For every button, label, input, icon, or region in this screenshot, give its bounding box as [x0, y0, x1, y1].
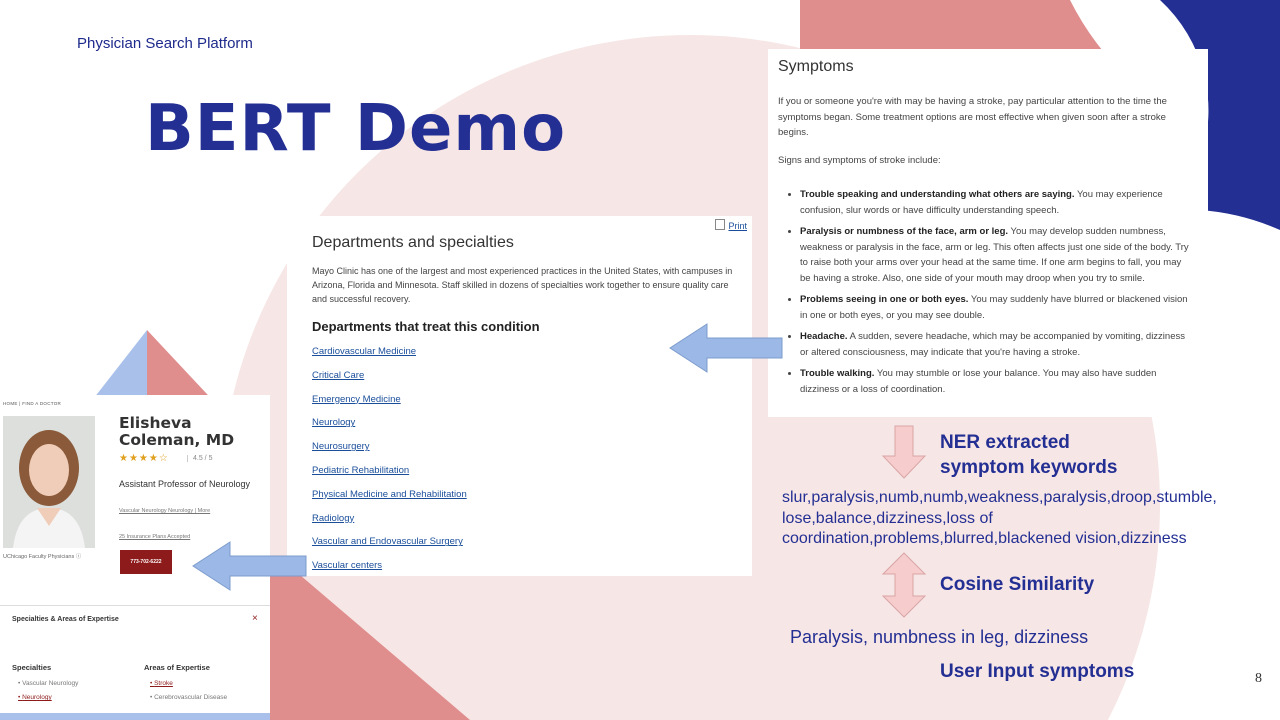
- close-icon[interactable]: ×: [252, 613, 258, 624]
- specialty-item[interactable]: • Neurology: [18, 694, 52, 701]
- print-label: Print: [728, 221, 747, 231]
- user-input-label: User Input symptoms: [940, 661, 1135, 682]
- department-link[interactable]: Neurosurgery: [312, 441, 370, 453]
- department-link[interactable]: Vascular centers: [312, 560, 383, 572]
- expertise-column-title: Areas of Expertise: [144, 663, 210, 672]
- insurance-link[interactable]: 25 Insurance Plans Accepted: [119, 534, 191, 540]
- symptoms-lead: Signs and symptoms of stroke include:: [778, 155, 941, 166]
- symptom-item: [800, 187, 1192, 218]
- departments-heading: Departments and specialties: [312, 234, 514, 251]
- department-link[interactable]: Cardiovascular Medicine: [312, 346, 417, 357]
- brand-label: Physician Search Platform: [77, 35, 253, 52]
- symptom-text: You may develop sudden numbness, weakness or paralysis in the face, arm or leg. This often affects just one side of the body. Try to raise both your arms over your head at the same time. If one arm begins to fall, you may be having a stroke. Also, one side of your mouth may droop when you try to smile.: [800, 226, 1189, 284]
- ner-label: NER extracted symptom keywords: [940, 432, 1118, 478]
- symptom-title: Headache.: [800, 331, 848, 342]
- rating-stars: ★★★★☆: [119, 453, 169, 464]
- department-link[interactable]: Neurology: [312, 417, 356, 429]
- breadcrumb[interactable]: HOME | FIND A DOCTOR: [3, 401, 62, 406]
- rating-value: 4.5 / 5: [187, 455, 212, 462]
- departments-panel: [287, 216, 752, 576]
- symptom-item: [800, 329, 1192, 360]
- extracted-keywords: slur,paralysis,numb,numb,weakness,paralysis,droop,stumble, lose,balance,dizziness,loss of coordination,problems,blurred,blackened vision,dizziness: [782, 489, 1217, 547]
- expertise-item: • Cerebrovascular Disease: [150, 694, 228, 701]
- specialties-column-title: Specialties: [12, 663, 52, 672]
- department-link[interactable]: Radiology: [312, 512, 355, 524]
- symptom-text: A sudden, severe headache, which may be accompanied by vomiting, dizziness or altered consciousness, may indicate that you're having a stroke.: [800, 331, 1185, 358]
- symptom-text: You may experience confusion, slur words or have difficulty understanding speech.: [800, 189, 1163, 216]
- symptom-title: Trouble speaking and understanding what others are saying.: [800, 189, 1075, 200]
- department-link[interactable]: Emergency Medicine: [312, 393, 401, 405]
- specialty-tags[interactable]: Vascular Neurology Neurology | More: [119, 508, 211, 514]
- symptom-title: Paralysis or numbness of the face, arm or leg.: [800, 226, 1009, 237]
- expertise-item[interactable]: • Stroke: [150, 680, 173, 687]
- print-link[interactable]: [715, 219, 747, 231]
- doctor-position: Assistant Professor of Neurology: [119, 479, 251, 489]
- departments-subheading: Departments that treat this condition: [312, 319, 540, 334]
- symptoms-intro: If you or someone you're with may be having a stroke, pay particular attention to the time the symptoms began. Some treatment options are most effective when given soon after a stroke begins.: [778, 96, 1167, 138]
- phone-button[interactable]: 773-702-6222: [120, 550, 172, 574]
- symptoms-heading: Symptoms: [778, 58, 854, 75]
- doctor-name: Elisheva Coleman, MD: [119, 414, 235, 449]
- user-input-text: Paralysis, numbness in leg, dizziness: [790, 627, 1089, 647]
- specialties-header: Specialties & Areas of Expertise: [12, 616, 119, 623]
- department-link[interactable]: Critical Care: [312, 369, 365, 381]
- symptom-list: [790, 187, 1192, 403]
- doctor-photo: [3, 416, 95, 548]
- affiliation: UChicago Faculty Physicians ⓘ: [3, 554, 82, 560]
- divider: [0, 605, 270, 606]
- cosine-label: Cosine Similarity: [940, 574, 1095, 595]
- symptoms-panel: [768, 49, 1208, 417]
- symptom-item: [800, 224, 1192, 286]
- symptom-item: [800, 292, 1192, 323]
- department-link[interactable]: Pediatric Rehabilitation: [312, 464, 410, 476]
- symptom-title: Trouble walking.: [800, 368, 875, 379]
- symptom-text: You may suddenly have blurred or blackened vision in one or both eyes, or you may see double.: [800, 294, 1188, 321]
- symptom-item: [800, 366, 1192, 397]
- page-number: 8: [1255, 671, 1262, 686]
- department-link[interactable]: Physical Medicine and Rehabilitation: [312, 488, 467, 500]
- specialty-item: • Vascular Neurology: [18, 680, 79, 687]
- department-link[interactable]: Vascular and Endovascular Surgery: [312, 536, 463, 548]
- slide-title: BERT Demo: [145, 92, 567, 166]
- departments-intro: Mayo Clinic has one of the largest and most experienced practices in the United States, with campuses in Arizona, Florida and Minnesota. Staff skilled in dozens of specialties work together to ensure quality care and successful recovery.: [312, 266, 733, 304]
- blue-floor-strip: [0, 712, 270, 720]
- print-icon: [715, 219, 725, 230]
- symptom-title: Problems seeing in one or both eyes.: [800, 294, 969, 305]
- doctor-profile-card: [0, 395, 270, 713]
- symptom-text: You may stumble or lose your balance. You may also have sudden dizziness or a loss of coordination.: [800, 368, 1157, 395]
- department-links: [312, 346, 467, 584]
